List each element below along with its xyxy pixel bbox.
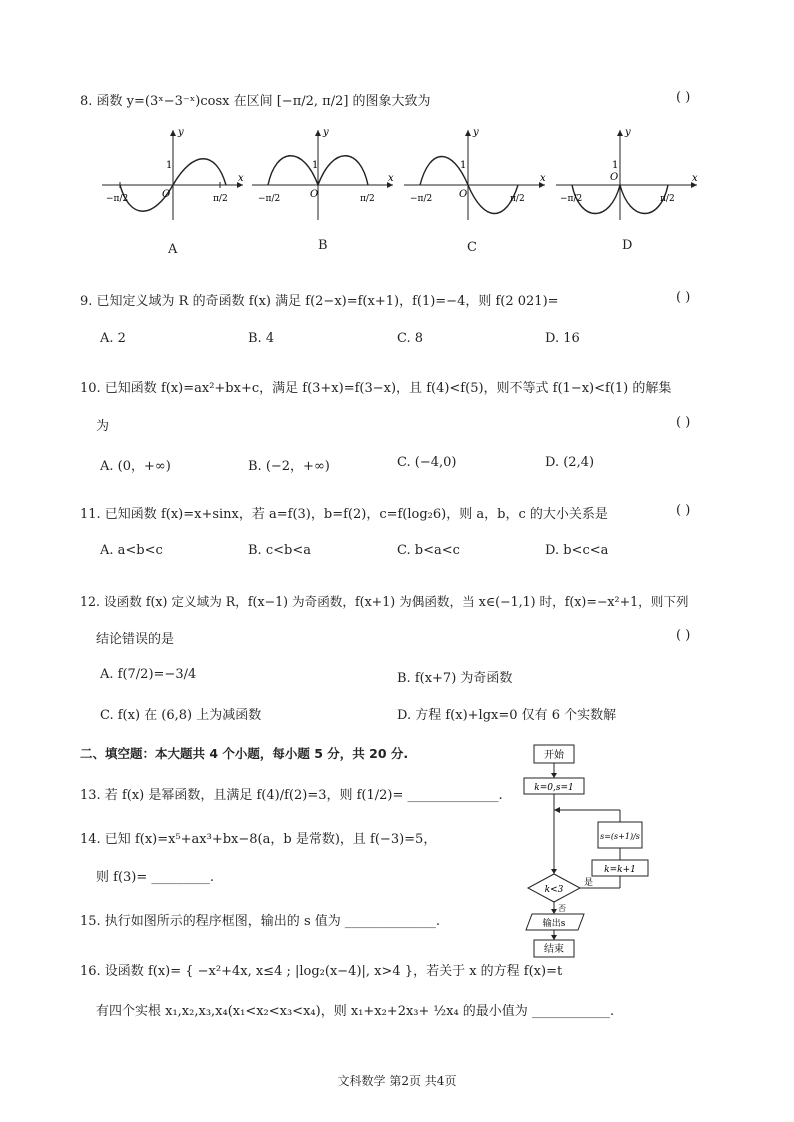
tick-1: 1 xyxy=(460,160,467,171)
q16-stem: 16. 设函数 f(x)= { −x²+4x, x≤4 ; |log₂(x−4)|, x>4 }，若关于 x 的方程 f(x)=t xyxy=(80,964,563,979)
q10-option-c: C. (−4,0) xyxy=(397,455,457,470)
section-2-heading: 二、填空题：本大题共 4 个小题，每小题 5 分，共 20 分. xyxy=(80,746,409,761)
q10-option-d: D. (2,4) xyxy=(545,455,595,470)
tick-left: −π/2 xyxy=(410,194,433,204)
q10-option-a: A. (0，+∞) xyxy=(100,459,171,474)
flow-update-s-text: s=(s+1)/s xyxy=(600,832,640,841)
x-axis-label: x xyxy=(388,173,394,184)
y-axis-label: y xyxy=(178,127,184,138)
q11-stem: 11. 已知函数 f(x)=x+sinx，若 a=f(3)，b=f(2)，c=f(log₂6)，则 a，b，c 的大小关系是 xyxy=(80,507,608,522)
q9-stem: 9. 已知定义域为 R 的奇函数 f(x) 满足 f(2−x)=f(x+1)，f(1)=−4，则 f(2 021)= xyxy=(80,294,559,309)
tick-right: π/2 xyxy=(510,194,525,204)
q12-stem: 12. 设函数 f(x) 定义域为 R，f(x−1) 为奇函数，f(x+1) 为偶函数，当 x∈(−1,1) 时，f(x)=−x²+1，则下列 xyxy=(80,594,689,609)
x-axis-label: x xyxy=(238,173,244,184)
q9-option-b: B. 4 xyxy=(248,331,275,346)
q10-stem-2: 为 xyxy=(96,419,110,434)
tick-1: 1 xyxy=(312,160,319,171)
q11-option-b: B. c<b<a xyxy=(248,543,311,558)
q9-option-a: A. 2 xyxy=(100,331,126,346)
flow-output-text: 输出s xyxy=(542,919,566,929)
q10-option-b: B. (−2，+∞) xyxy=(248,459,330,474)
flow-init-text: k=0,s=1 xyxy=(534,783,574,793)
q12-paren: ( ) xyxy=(676,628,691,643)
origin-label: O xyxy=(310,189,319,200)
flow-start-text: 开始 xyxy=(544,750,564,761)
tick-right: π/2 xyxy=(360,194,375,204)
q12-option-b: B. f(x+7) 为奇函数 xyxy=(397,671,513,686)
tick-left: −π/2 xyxy=(258,194,281,204)
tick-1: 1 xyxy=(612,160,619,171)
graph-b xyxy=(248,125,398,225)
graph-a-label: A xyxy=(168,242,178,257)
y-axis-label: y xyxy=(323,127,329,138)
q11-option-c: C. b<a<c xyxy=(397,543,460,558)
y-axis-label: y xyxy=(473,127,479,138)
q12-option-a: A. f(7/2)=−3/4 xyxy=(100,667,197,682)
origin-label: O xyxy=(459,189,468,200)
graph-d xyxy=(552,125,702,225)
q8-paren: ( ) xyxy=(676,90,691,105)
graph-c xyxy=(400,125,550,225)
flow-yes-label: 是 xyxy=(584,878,594,888)
flow-condition-text: k<3 xyxy=(544,885,564,895)
tick-right: π/2 xyxy=(660,194,675,204)
flow-no-label: 否 xyxy=(558,904,566,913)
q15-stem: 15. 执行如图所示的程序框图，输出的 s 值为 ______________. xyxy=(80,914,441,929)
q10-stem: 10. 已知函数 f(x)=ax²+bx+c，满足 f(3+x)=f(3−x)，且 f(4)<f(5)，则不等式 f(1−x)<f(1) 的解集 xyxy=(80,381,672,396)
tick-right: π/2 xyxy=(213,194,228,204)
tick-left: −π/2 xyxy=(106,194,129,204)
q12-option-c: C. f(x) 在 (6,8) 上为减函数 xyxy=(100,708,262,723)
q9-paren: ( ) xyxy=(676,290,691,305)
page-footer: 文科数学 第2页 共4页 xyxy=(337,1074,457,1088)
flow-end-text: 结束 xyxy=(544,944,564,955)
tick-left: −π/2 xyxy=(560,194,583,204)
origin-label: O xyxy=(162,189,171,200)
q16-stem-2: 有四个实根 x₁,x₂,x₃,x₄(x₁<x₂<x₃<x₄)，则 x₁+x₂+2x₃+ ½x₄ 的最小值为 ____________. xyxy=(96,1004,615,1019)
graph-a xyxy=(98,125,248,225)
graph-d-label: D xyxy=(622,238,633,253)
q11-option-a: A. a<b<c xyxy=(100,543,163,558)
flowchart xyxy=(512,742,662,962)
q14-stem: 14. 已知 f(x)=x⁵+ax³+bx−8(a，b 是常数)，且 f(−3)=5， xyxy=(80,832,437,847)
q10-paren: ( ) xyxy=(676,415,691,430)
tick-1: 1 xyxy=(166,160,173,171)
q14-stem-2: 则 f(3)= _________. xyxy=(96,870,215,885)
x-axis-label: x xyxy=(692,173,698,184)
q12-option-d: D. 方程 f(x)+lgx=0 仅有 6 个实数解 xyxy=(397,708,617,723)
q9-option-d: D. 16 xyxy=(545,331,580,346)
flow-update-k-text: k=k+1 xyxy=(604,865,636,875)
origin-label: O xyxy=(610,172,619,183)
q11-paren: ( ) xyxy=(676,503,691,518)
y-axis-label: y xyxy=(625,127,631,138)
q9-option-c: C. 8 xyxy=(397,331,424,346)
q8-stem: 8. 函数 y=(3ˣ−3⁻ˣ)cosx 在区间 [−π/2, π/2] 的图象大致为 xyxy=(80,94,431,109)
graph-b-label: B xyxy=(318,238,328,253)
q13-stem: 13. 若 f(x) 是幂函数，且满足 f(4)/f(2)=3，则 f(1/2)= ______________. xyxy=(80,788,503,803)
q12-stem-2: 结论错误的是 xyxy=(96,632,175,647)
graph-c-label: C xyxy=(467,240,477,255)
q11-option-d: D. b<c<a xyxy=(545,543,609,558)
x-axis-label: x xyxy=(540,173,546,184)
